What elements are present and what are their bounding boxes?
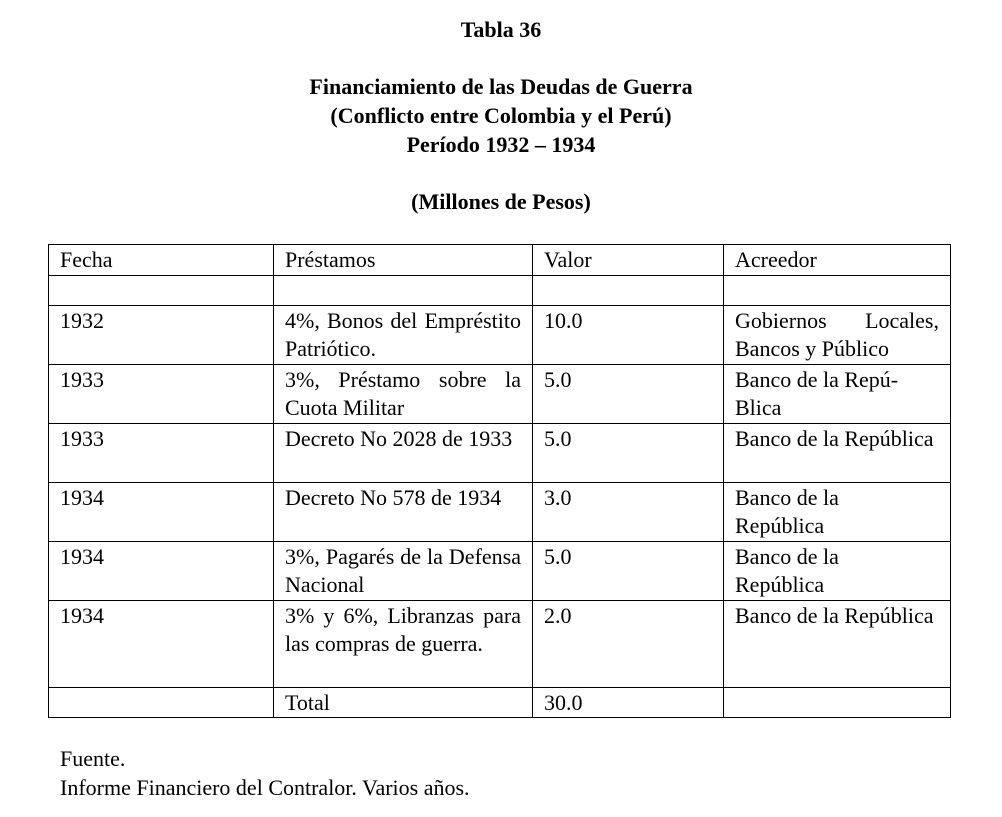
cell-prestamo: 3%, Pagarés de la Defensa Nacional (274, 541, 533, 600)
table-header-row (49, 245, 951, 276)
empty-cell (724, 275, 951, 305)
cell-acreedor: Banco de la República (724, 482, 951, 541)
header-acreedor: Acreedor (724, 245, 951, 276)
cell-acreedor: Banco de la República (724, 423, 951, 482)
total-valor: 30.0 (533, 687, 724, 718)
table-row (49, 600, 951, 687)
empty-cell (49, 275, 274, 305)
cell-prestamo: 3% y 6%, Libranzas para las compras de guerra. (274, 600, 533, 687)
title-line-2: (Conflicto entre Colombia y el Perú) (330, 103, 672, 128)
source-note (60, 744, 470, 802)
table-row (49, 482, 951, 541)
source-text: Informe Financiero del Contralor. Varios años. (60, 775, 470, 800)
cell-prestamo: 3%, Préstamo sobre la Cuota Militar (274, 364, 533, 423)
cell-fecha: 1933 (49, 364, 274, 423)
table-spacer-row (49, 275, 951, 305)
cell-prestamo: 4%, Bonos del Empréstito Patriótico. (274, 305, 533, 364)
cell-valor: 2.0 (533, 600, 724, 687)
cell-fecha: 1932 (49, 305, 274, 364)
header-prestamos: Préstamos (274, 245, 533, 276)
table-total-row (49, 687, 951, 718)
table-row (49, 305, 951, 364)
cell-valor: 5.0 (533, 364, 724, 423)
table-row (49, 364, 951, 423)
source-label: Fuente. (60, 746, 126, 771)
cell-prestamo: Decreto No 2028 de 1933 (274, 423, 533, 482)
empty-cell (533, 275, 724, 305)
cell-fecha: 1934 (49, 541, 274, 600)
cell-acreedor: Banco de la República (724, 541, 951, 600)
table-title (0, 72, 1002, 159)
table-units: (Millones de Pesos) (411, 189, 591, 214)
title-line-1: Financiamiento de las Deudas de Guerra (309, 74, 693, 99)
table-number: Tabla 36 (460, 17, 542, 42)
header-valor: Valor (533, 245, 724, 276)
table-row (49, 541, 951, 600)
debt-financing-table (48, 244, 951, 718)
cell-acreedor: Gobiernos Locales, Bancos y Público (724, 305, 951, 364)
empty-cell (274, 275, 533, 305)
table-row (49, 423, 951, 482)
cell-acreedor: Banco de la Repú-Blica (724, 364, 951, 423)
header-fecha: Fecha (49, 245, 274, 276)
total-label: Total (274, 687, 533, 718)
cell-fecha: 1934 (49, 600, 274, 687)
cell-fecha: 1933 (49, 423, 274, 482)
cell-prestamo: Decreto No 578 de 1934 (274, 482, 533, 541)
cell-acreedor: Banco de la República (724, 600, 951, 687)
cell-valor: 3.0 (533, 482, 724, 541)
cell-valor: 5.0 (533, 541, 724, 600)
empty-cell (724, 687, 951, 718)
cell-fecha: 1934 (49, 482, 274, 541)
cell-valor: 5.0 (533, 423, 724, 482)
empty-cell (49, 687, 274, 718)
title-line-3: Período 1932 – 1934 (406, 132, 596, 157)
cell-valor: 10.0 (533, 305, 724, 364)
